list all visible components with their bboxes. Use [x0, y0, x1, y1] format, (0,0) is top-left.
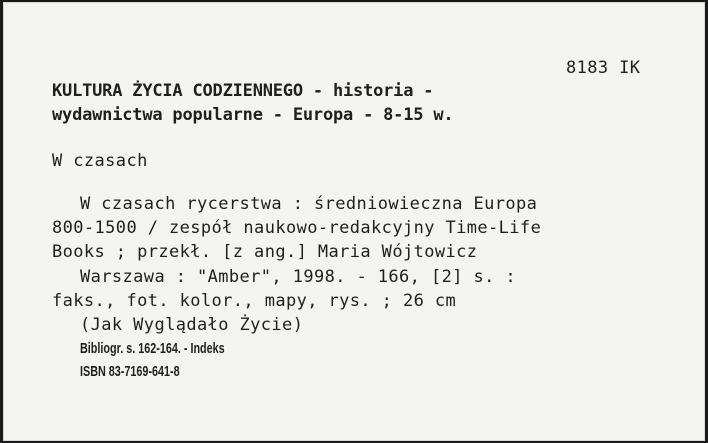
call-number: 8183 IK — [566, 58, 641, 78]
catalog-card — [3, 2, 705, 441]
bibliography-note: Bibliogr. s. 162-164. - Indeks — [80, 340, 225, 357]
responsibility-line-1: 800-1500 / zespół naukowo-redakcyjny Time-Life — [52, 218, 542, 238]
title-statement: W czasach rycerstwa : średniowieczna Europa — [80, 194, 538, 214]
subject-heading-line-2: wydawnictwa popularne - Europa - 8-15 w. — [52, 105, 454, 125]
filing-title: W czasach — [52, 151, 148, 171]
responsibility-line-2: Books ; przekł. [z ang.] Maria Wójtowicz — [52, 242, 478, 262]
subject-heading-line-1: KULTURA ŻYCIA CODZIENNEGO - historia - — [52, 81, 434, 101]
isbn-note: ISBN 83-7169-641-8 — [80, 363, 180, 380]
series-statement: (Jak Wyglądało Życie) — [80, 315, 304, 335]
publication-line: Warszawa : "Amber", 1998. - 166, [2] s. : — [80, 267, 517, 287]
physical-description: faks., fot. kolor., mapy, rys. ; 26 cm — [52, 291, 457, 311]
